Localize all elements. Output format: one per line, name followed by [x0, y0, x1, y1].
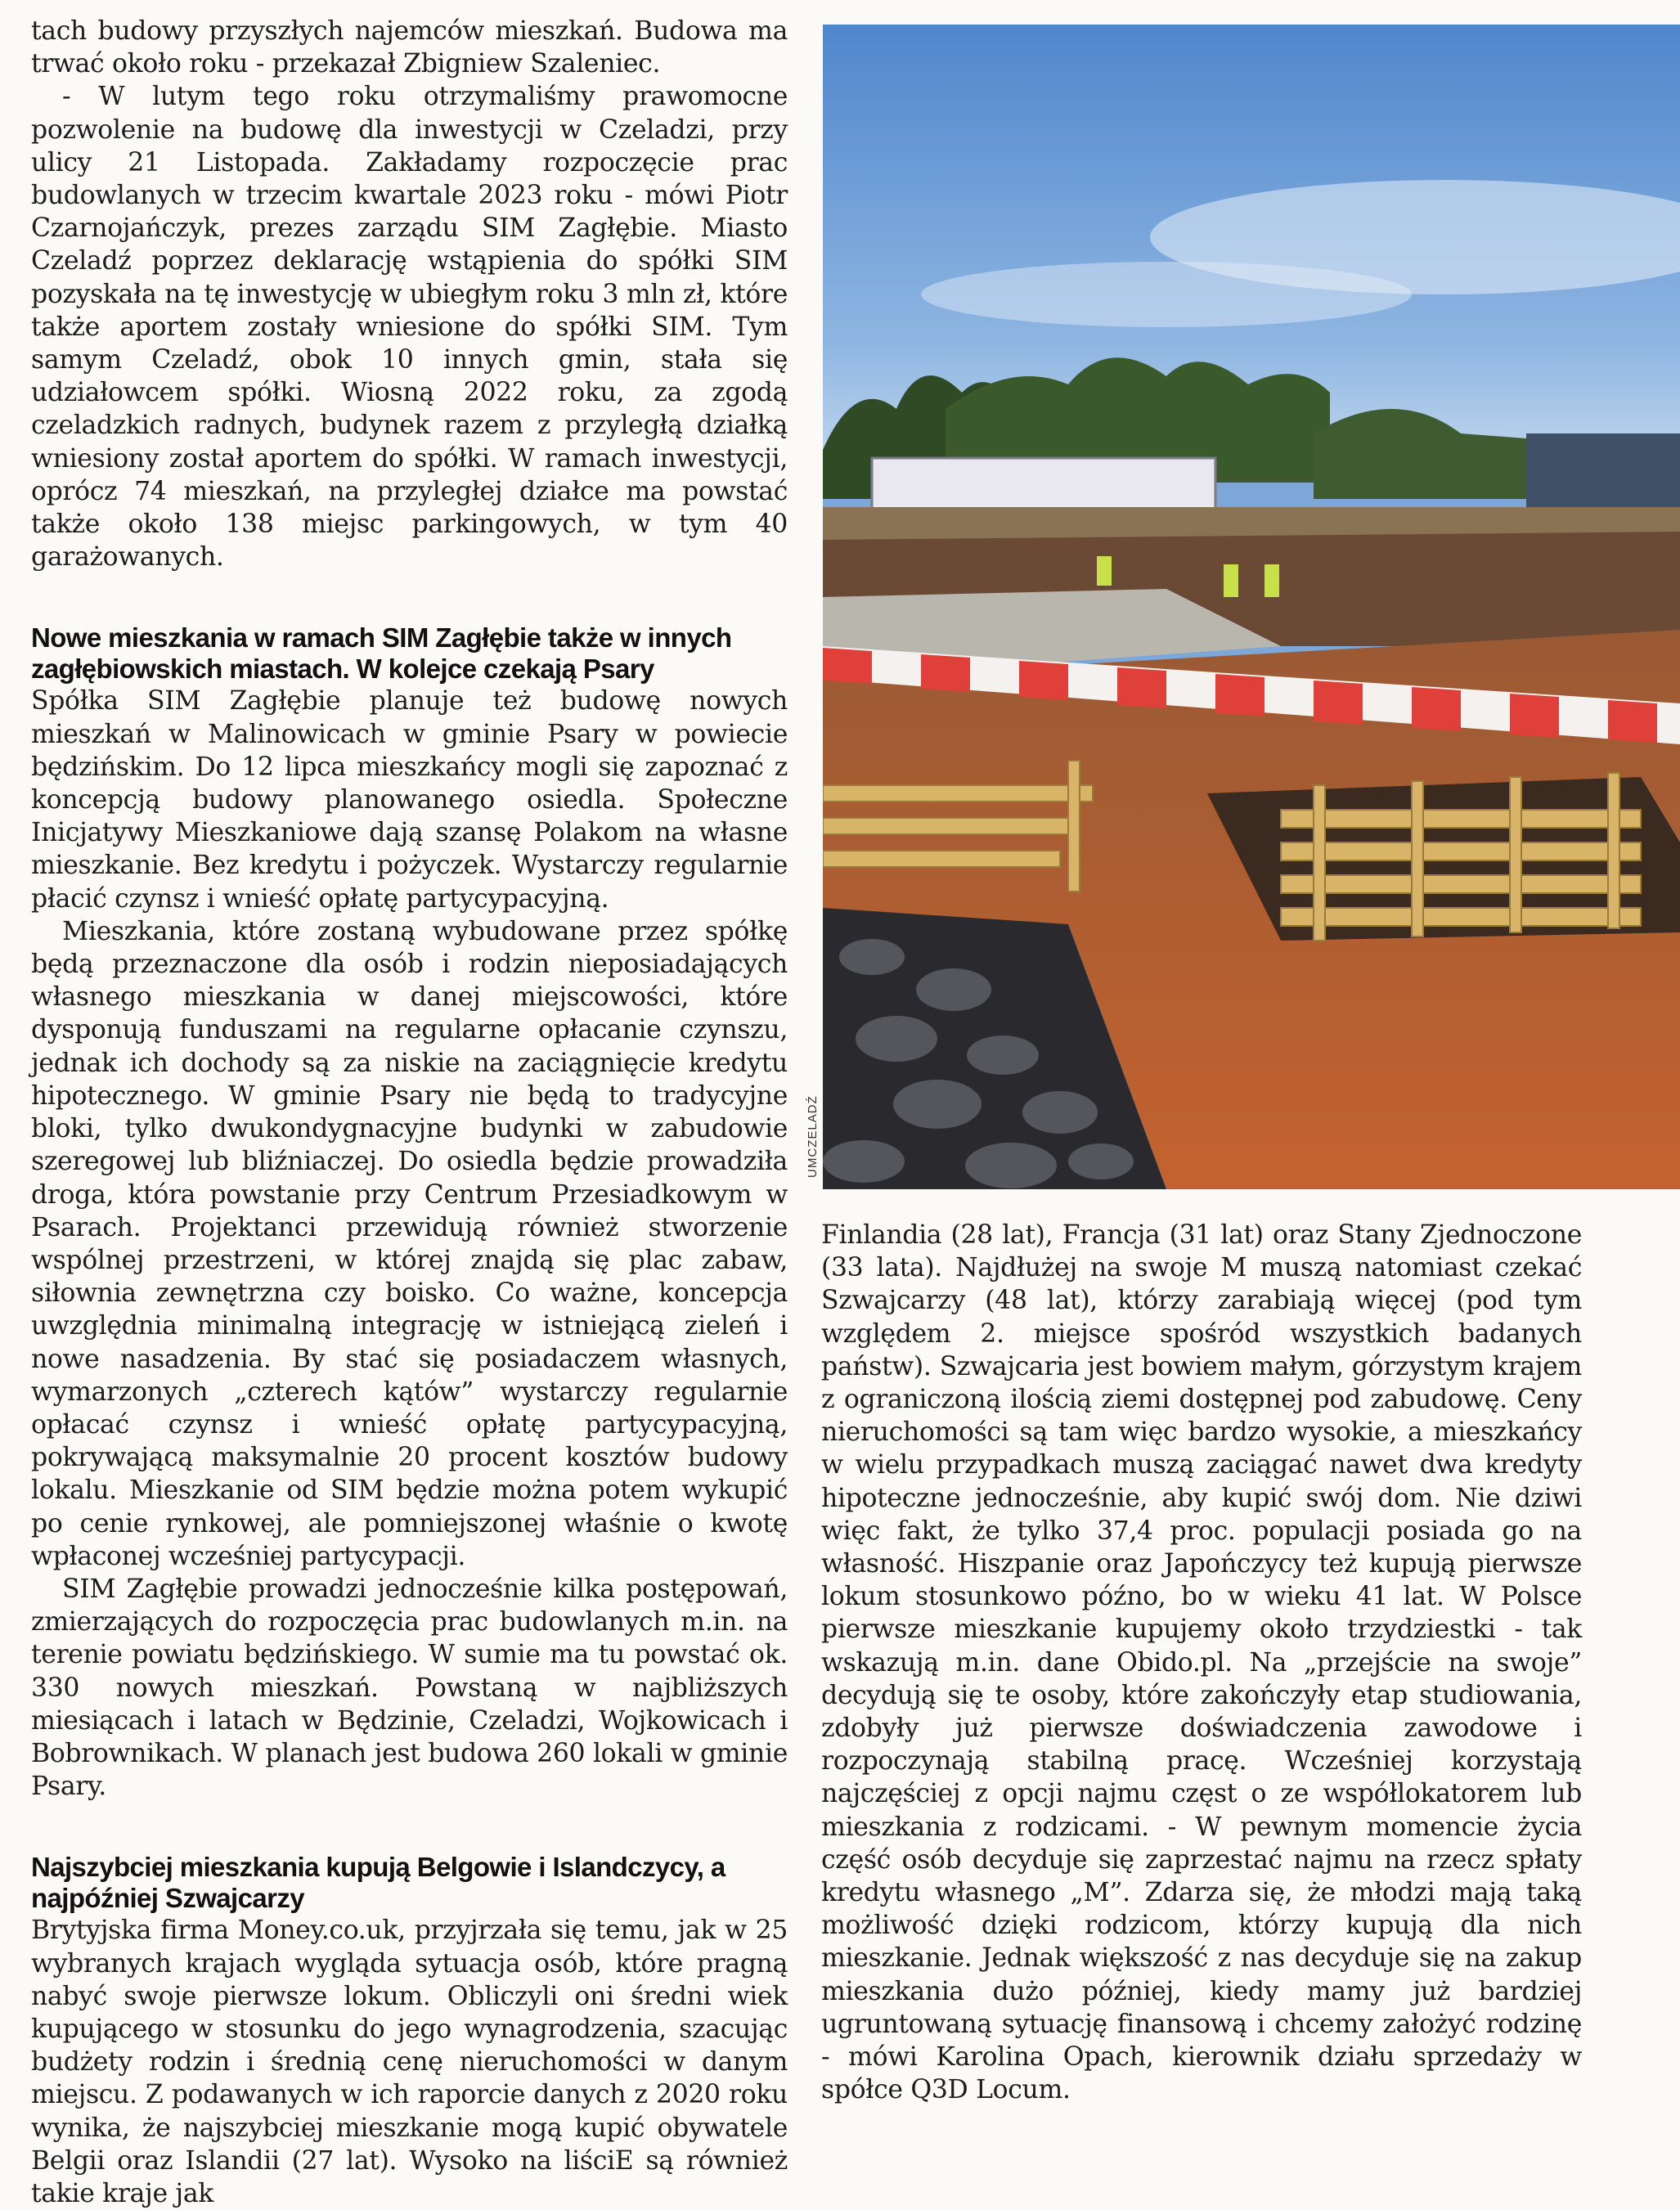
warehouse [1526, 433, 1680, 507]
section-heading: Nowe mieszkania w ramach SIM Zagłębie także w innych zagłębiowskich miastach. W kolejce czekają Psary [31, 622, 732, 685]
section-gap [31, 1803, 788, 1852]
cloud [921, 262, 1412, 327]
left-column [31, 15, 788, 2210]
construction-photo [823, 25, 1680, 1189]
article-paragraph: SIM Zagłębie prowadzi jednocześnie kilka postępowań, zmierzających do rozpoczęcia prac budowlanych m.in. na terenie powiatu będzińskiego. W sumie ma tu powstać ok. 330 nowych mieszkań. Powstaną w najbliższych miesiącach i latach w Będzinie, Czeladzi, Wojkowicach i Bobrownikach. W planach jest budowa 260 lokali w gminie Psary. [31, 1574, 788, 1802]
article-paragraph: Finlandia (28 lat), Francja (31 lat) oraz Stany Zjednoczone (33 lata). Najdłużej na swoje M muszą natomiast czekać Szwajcarzy (48 lat), którzy zarabiają więcej (pod tym względem 2. miejsce spośród wszystkich badanych państw). Szwajcaria jest bowiem małym, górzystym krajem z ograniczoną ilością ziemi dostępnej pod zabudowę. Ceny nieruchomości są tam więc bardzo wysokie, a mieszkańcy w wielu przypadkach muszą zaciągać nawet dwa kredyty hipoteczne jednocześnie, aby kupić swój dom. Nie dziwi więc fakt, że tylko 37,4 proc. populacji posiada go na własność. Hiszpanie oraz Japończycy też kupują pierwsze lokum stosunkowo późno, bo w wieku 41 lat. W Polsce pierwsze mieszkanie kupujemy około trzydziestki - tak wskazują m.in. dane Obido.pl. Na „przejście na swoje” decydują się te osoby, które zakończyły etap studiowania, zdobyły już pierwsze doświadczenia zawodowe i rozpoczynają stabilną pracę. Wcześniej korzystają najczęściej z opcji najmu częst o ze współlokatorem lub mieszkania z rodzicami. - W pewnym momencie życia część osób decyduje się zaprzestać najmu na rzecz spłaty kredytu własnego „M”. Zdarza się, że młodzi mają taką możliwość dzięki rodzicom, którzy kupują dla nich mieszkanie. Jednak większość z nas decyduje się na zakup mieszkania dużo później, kiedy mamy już bardziej ugruntowaną sytuację finansową i chcemy założyć rodzinę - mówi Karolina Opach, kierownik działu sprzedaży w spółce Q3D Locum. [821, 1220, 1582, 2105]
worker [1264, 564, 1279, 597]
article-paragraph: tach budowy przyszłych najemców mieszkań. Budowa ma trwać około roku - przekazał Zbigniew Szaleniec. [31, 16, 788, 79]
section-heading: Najszybciej mieszkania kupują Belgowie i Islandczycy, a najpóźniej Szwajcarzy [31, 1852, 725, 1914]
article-paragraph: Brytyjska firma Money.co.uk, przyjrzała się temu, jak w 25 wybranych krajach wygląda sytuacja osób, które pragną nabyć swoje pierwsze lokum. Obliczyli oni średni wiek kupującego w stosunku do jego wynagrodzenia, szacując budżety rodzin i średnią cenę nieruchomości w danym miejscu. Z podawanych w ich raporcie danych z 2020 roku wynika, że najszybciej mieszkanie mogą kupić obywatele Belgii oraz Islandii (27 lat). Wysoko na liściE są również takie kraje jak [31, 1916, 788, 2208]
construction-site-illustration [823, 25, 1680, 1189]
right-column [821, 1219, 1582, 2106]
photo-credit: UMCZELADŹ [806, 1095, 820, 1178]
article-paragraph: - W lutym tego roku otrzymaliśmy prawomocne pozwolenie na budowę dla inwestycji w Czeladzi, przy ulicy 21 Listopada. Zakładamy rozpoczęcie prac budowlanych w trzecim kwartale 2023 roku - mówi Piotr Czarnojańczyk, prezes zarządu SIM Zagłębie. Miasto Czeladź poprzez deklarację wstąpienia do spółki SIM pozyskała na tę inwestycję w ubiegłym roku 3 mln zł, które także aportem zostały wniesione do spółki SIM. Tym samym Czeladź, obok 10 innych gmin, stała się udziałowcem spółki. Wiosną 2022 roku, za zgodą czeladzkich radnych, budynek razem z przyległą działką wniesiony został aportem do spółki. W ramach inwestycji, oprócz 74 mieszkań, na przyległej działce ma powstać także około 138 miejsc parkingowych, w tym 40 garażowanych. [31, 82, 788, 573]
article-paragraph: Mieszkania, które zostaną wybudowane przez spółkę będą przeznaczone dla osób i rodzin nieposiadających własnego mieszkania w danej miejscowości, które dysponują funduszami na regularne opłacanie czynszu, jednak ich dochody są za niskie na zaciągnięcie kredytu hipotecznego. W gminie Psary nie będą to tradycyjne bloki, tylko dwukondygnacyjne budynki w zabudowie szeregowej lub bliźniaczej. Do osiedla będzie prowadziła droga, która powstanie przy Centrum Przesiadkowym w Psarach. Projektanci przewidują również stworzenie wspólnej przestrzeni, w której znajdą się plac zabaw, siłownia zewnętrzna czy boisko. Co ważne, koncepcja uwzględnia minimalną integrację w istniejącą zieleń i nowe nasadzenia. By stać się posiadaczem własnych, wymarzonych „czterech kątów” wystarczy regularnie opłacać czynsz i wnieść opłatę partycypacyjną, pokrywającą maksymalnie 20 procent kosztów budowy lokalu. Mieszkanie od SIM będzie można potem wykupić po cenie rynkowej, ale pomniejszonej właśnie o kwotę wpłaconej wcześniej partycypacji. [31, 916, 788, 1571]
section-gap [31, 573, 788, 622]
site-containers [872, 458, 1215, 515]
worker [1097, 556, 1112, 586]
worker [1224, 564, 1238, 597]
article-paragraph: Spółka SIM Zagłębie planuje też budowę nowych mieszkań w Malinowicach w gminie Psary w powiecie będzińskim. Do 12 lipca mieszkańcy mogli się zapoznać z koncepcją budowy planowanego osiedla. Społeczne Inicjatywy Mieszkaniowe dają szansę Polakom na własne mieszkanie. Bez kredytu i pożyczek. Wystarczy regularnie płacić czynsz i wnieść opłatę partycypacyjną. [31, 686, 788, 914]
